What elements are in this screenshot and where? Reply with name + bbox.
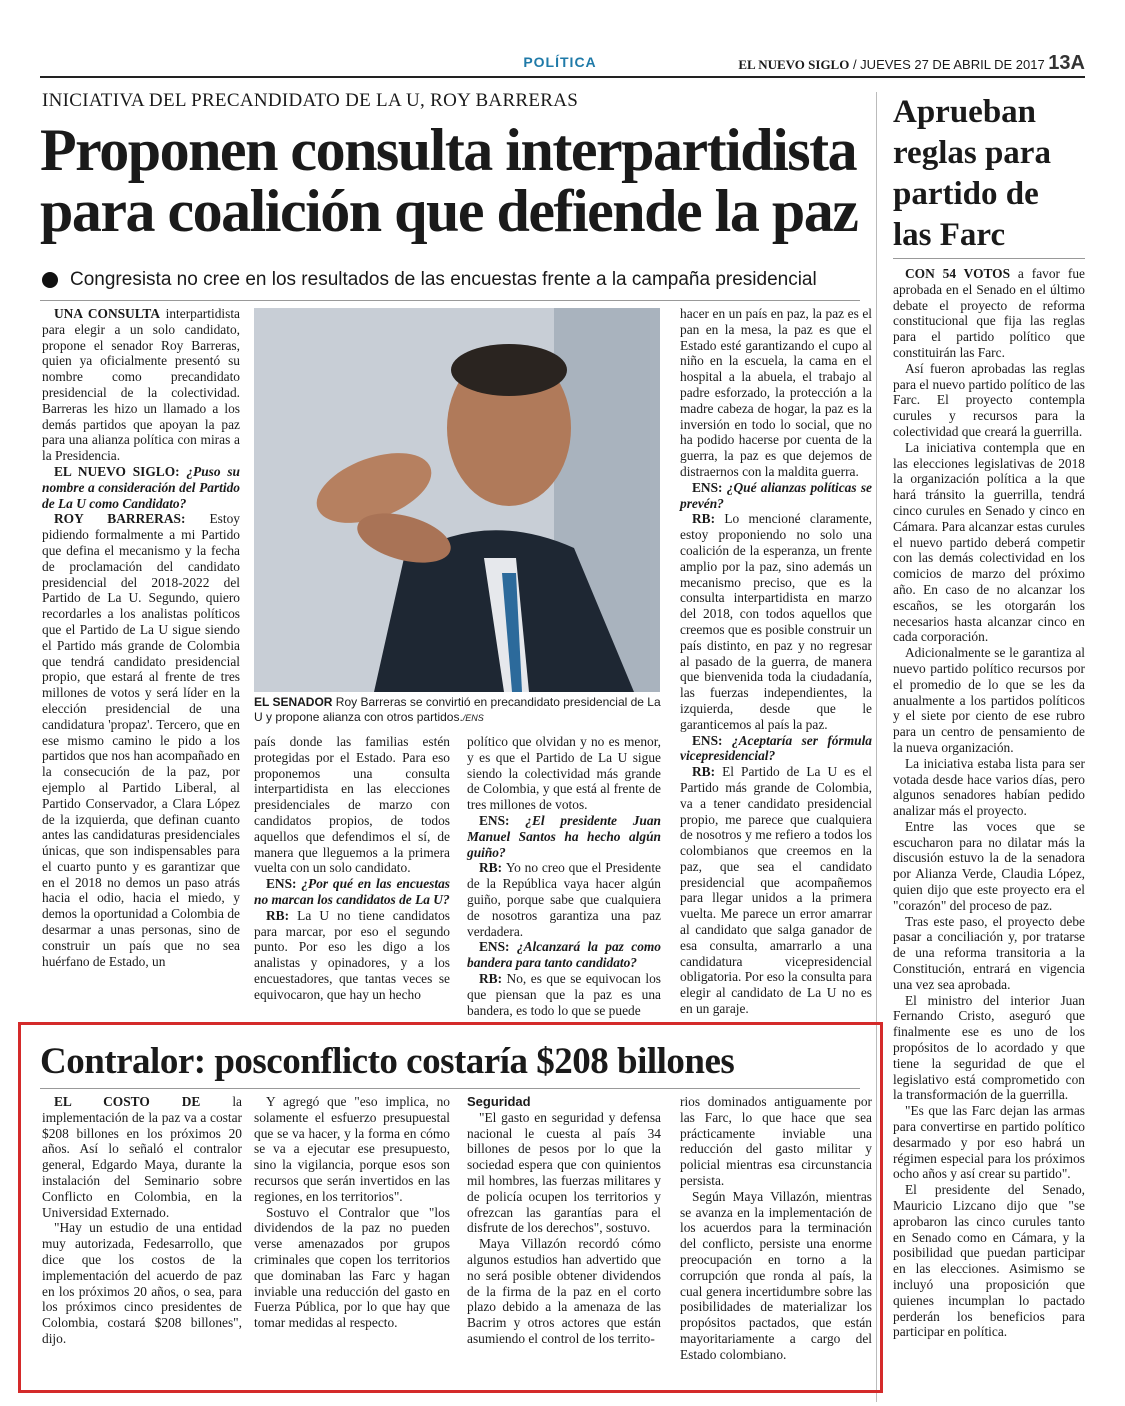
paragraph: "El gasto en seguridad y defensa nacional le cuesta al país 34 billones de pesos por lo que la sociedad espera que con quinientos mil hombres, las fuerzas militares y de policía ocupen los territorios y ofrezcan las garantías para el disfrute de los derechos", sostuvo. bbox=[467, 1109, 661, 1236]
paragraph: la implementación de la paz va a costar $208 billones en los próximos 20 años. Así lo señaló el contralor general, Edgardo Maya, durante la instalación del Seminario sobre Conflicto en Colombia, en la Universidad Externado. bbox=[42, 1094, 242, 1220]
question: ¿Por qué en las encuestas no marcan los candidatos de La U? bbox=[254, 876, 451, 907]
paragraph: a favor fue aprobada en el Senado en el último debate el proyecto de reforma constitucional que fija las reglas para el partido político que constituirán las Farc. bbox=[893, 266, 1085, 360]
answer: Estoy pidiendo formalmente a mi Partido que defina el mecanismo y la fecha de proclamación del candidato presidencial del 2018-2022 del Partido de La U. Segundo, quiero recordarles a los analistas políticos que el Partido de La U sigue siendo el Partido más grande de Colombia que tendrá candidato presidencial propio, que estará al frente de tres millones de votos y será líder en la elección presidencial de una candidatura 'propaz'. Tercero, que en ese mismo camino le pido a los partidos que nos han acompañado en la consecución de la paz, por ejemplo al Partido Liberal, al Partido Conservador, a Clara López de la izquierda, que definan cuanto antes las candidaturas presidenciales únicas, que son indispensables para el cuarto punto y es garantizar que en el 2018 no demos un paso atrás hacia el odio, hacia el miedo, y demos la oportunidad a Colombia de desarmar a unas personas, sino de construir un país que no sea huérfano de Estado, un bbox=[42, 511, 240, 969]
box-headline: Contralor: posconflicto costaría $208 billones bbox=[40, 1041, 735, 1082]
interviewer-label: ENS: bbox=[479, 939, 517, 955]
paragraph: El ministro del interior Juan Fernando Cristo, aseguró que finalmente ese es uno de los propósitos de lo acordado y que tiene la seguridad de que el legislativo está comprometido con la transformación de la guerrilla. bbox=[893, 992, 1085, 1103]
answer-label: RB: bbox=[479, 970, 507, 986]
question: ¿Qué alianzas políticas se prevén? bbox=[680, 479, 872, 511]
paragraph: Según Maya Villazón, mientras se avanza en la implementación de los acuerdos para la terminación del conflicto, persiste una enorme preocupación en torno a la corrupción que ronda al país, la cual genera incertidumbre sobre las posibilidades de materializar los propósitos pactados, que están mayoritariamente a cargo del Estado colombiano. bbox=[680, 1188, 872, 1362]
photo-caption bbox=[254, 695, 664, 726]
answer: La U no tiene candidatos para marcar, por eso el segundo punto. Por eso les digo a los analistas y opinadores, y a los encuestadores, que tantas veces se equivocaron, que hay un hecho bbox=[254, 907, 450, 1002]
page-number: 13A bbox=[1048, 52, 1085, 74]
sidebar-rule bbox=[893, 258, 1085, 259]
paragraph: "Es que las Farc dejan las armas para convertirse en partido político desarmado y por eso habrá un régimen especial para los próximos ocho años y así crear su partido". bbox=[893, 1103, 1085, 1182]
header-rule bbox=[40, 76, 1085, 78]
paragraph: país donde las familias estén protegidas por el Estado. Para eso proponemos una consulta interpartidista en las elecciones presidenciales de marzo con candidatos propios, de todos aquellos que defendimos el sí, de manera que lleguemos a la primera vuelta con un solo candidato. bbox=[254, 734, 450, 876]
paragraph: rios dominados antiguamente por las Farc, lo que hace que sea prácticamente inviable una reducción del gasto militar y policial mientras esa circunstancia persista. bbox=[680, 1094, 872, 1188]
lead-in: EL COSTO DE bbox=[54, 1094, 201, 1109]
caption-text: Roy Barreras se convirtió en precandidato presidencial de La U y propone alianza con otros partidos. bbox=[254, 695, 661, 724]
paragraph: "Hay un estudio de una entidad muy autorizada, Fedesarrollo, que dice que los costos de la implementación del acuerdo de paz en los próximos 20 años, o sea, para los próximos cinco presidentes de Colombia, costará $208 billones", dijo. bbox=[42, 1220, 242, 1346]
question: ¿Puso su nombre a consideración del Partido de La U como Candidato? bbox=[42, 463, 240, 511]
subheadline: Congresista no cree en los resultados de las encuestas frente a la campaña presidencial bbox=[70, 269, 817, 290]
article-column-2 bbox=[254, 734, 450, 1003]
box-rule bbox=[40, 1088, 860, 1089]
paragraph: Sostuvo el Contralor que "los dividendos de la paz no pueden verse amenazados por grupos criminales que copen los territorios que dominaban las Farc y hagan inviable una reducción del gasto en Fuerza Pública, por lo que hay que tomar medidas al respecto. bbox=[254, 1204, 450, 1331]
caption-lead: EL SENADOR bbox=[254, 695, 333, 709]
bullet-icon bbox=[42, 272, 58, 288]
paragraph: Tras este paso, el proyecto debe pasar a conciliación y, por tratarse de una reforma transitoria a la Constitución, entrará en vigencia una vez sea aprobada. bbox=[893, 913, 1085, 992]
photo-credit: /ENS bbox=[462, 713, 484, 723]
lead-in: CON 54 VOTOS bbox=[905, 266, 1011, 281]
publication-name: EL NUEVO SIGLO bbox=[738, 57, 850, 72]
article-column-3 bbox=[467, 734, 661, 1018]
senator-photo bbox=[254, 308, 660, 692]
paragraph: interpartidista para elegir a un solo candidato, propone el senador Roy Barreras, quien ya oficialmente presentó su nombre como precandidato presidencial de la colectividad. Barreras les hizo un llamado a los demás partidos que apoyan la paz para una alianza política con miras a la Presidencia. bbox=[42, 306, 240, 464]
answer: Yo no creo que el Presidente de la República vaya hacer algún guiño, porque sabe que cualquiera de nosotros garantiza una paz verdadera. bbox=[467, 860, 661, 939]
box-column-3 bbox=[467, 1094, 661, 1347]
dateline: / JUEVES 27 DE ABRIL DE 2017 bbox=[849, 57, 1049, 72]
box-column-2 bbox=[254, 1094, 450, 1331]
subhead-rule bbox=[40, 300, 860, 301]
main-headline bbox=[40, 117, 880, 244]
sidebar-headline: Aprueban reglas para partido de las Farc bbox=[893, 94, 1051, 253]
question: ¿El presidente Juan Manuel Santos ha hecho algún guiño? bbox=[467, 812, 662, 860]
masthead bbox=[738, 52, 1085, 75]
section-label: POLÍTICA bbox=[523, 54, 597, 70]
paragraph: Maya Villazón recordó cómo algunos estudios han advertido que no será posible obtener dividendos de la firma de la paz en el corto plazo debido a la amenaza de las Bacrim y otros actores que están asumiendo el control de los territo- bbox=[467, 1236, 661, 1346]
answer: No, es que se equivocan los que piensan que la paz es una bandera, es todo lo que se puede bbox=[467, 970, 661, 1018]
answer-label: RB: bbox=[692, 511, 725, 527]
sidebar-article bbox=[893, 266, 1085, 1340]
lead-in: UNA CONSULTA bbox=[54, 306, 161, 321]
interviewer-label: ENS: bbox=[266, 876, 302, 892]
paragraph: Así fueron aprobadas las reglas para el nuevo partido político de las Farc. El proyecto contempla curules y recursos para la colectividad que creará la guerrilla. bbox=[893, 360, 1085, 439]
box-column-4 bbox=[680, 1094, 872, 1363]
paragraph: Adicionalmente se le garantiza al nuevo partido político recursos por el promedio de lo que se les da anualmente a los partidos políticos y el siete por ciento de ese rubro para un centro de pensamiento de la nueva organización. bbox=[893, 645, 1085, 755]
question: ¿Alcanzará la paz como bandera para tanto candidato? bbox=[467, 939, 662, 971]
interviewer-label: ENS: bbox=[479, 812, 526, 828]
question: ¿Aceptaría ser fórmula vicepresidencial? bbox=[680, 732, 872, 764]
interviewer-label: ENS: bbox=[692, 479, 727, 495]
paragraph: La iniciativa contempla que en las elecciones legislativas de 2018 la organización política a la que hará tránsito la guerrilla, tendrá cinco curules en Senado y cinco en Cámara. Para alcanzar estas curules el nuevo partido deberá competir con las demás colectividad en los comicios de marzo del próximo año. En caso de no alcanzar los escaños, se les otorgarán los necesarios hasta alcanzar cinco en cada corporación. bbox=[893, 439, 1085, 645]
answer-label: RB: bbox=[692, 764, 723, 780]
paragraph: La iniciativa estaba lista para ser votada desde hace varios días, pero algunos senadores habían pedido analizar más el proyecto. bbox=[893, 755, 1085, 819]
interviewer-label: ENS: bbox=[692, 732, 732, 748]
headline-line-2: para coalición que defiende la paz bbox=[40, 178, 858, 244]
paragraph: político que olvidan y no es menor, y es que el Partido de La U sigue siendo la colectividad más grande de Colombia, y que está al frente de tres millones de votos. bbox=[467, 734, 661, 813]
article-column-1 bbox=[42, 306, 240, 969]
paragraph: Y agregó que "eso implica, no solamente el esfuerzo presupuestal que se va hacer, y la forma en cómo se va a ejecutar ese presupuesto, sino la vigilancia, porque esos son recursos que serán invertidos en las regiones, en los territorios". bbox=[254, 1094, 450, 1204]
paragraph: hacer en un país en paz, la paz es el pan en la mesa, la paz es que el Estado esté garantizando el cupo al niño en la escuela, la cama en el hospital a la abuela, el trabajo al padre esforzado, la protección a la madre cabeza de hogar, la paz es la inversión en todo lo social, que no ha podido hacerse por cuenta de la guerra, la paz es que dejemos de distraernos con la maldita guerra. bbox=[680, 306, 872, 479]
paragraph: Entre las voces que se escucharon para no dilatar más la discusión estuvo la de la senadora por Alianza Verde, Claudia López, quien dijo que este proyecto era el "corazón" del proceso de paz. bbox=[893, 818, 1085, 913]
kicker: INICIATIVA DEL PRECANDIDATO DE LA U, ROY BARRERAS bbox=[42, 90, 579, 111]
section-subhead: Seguridad bbox=[467, 1094, 531, 1109]
answer-label: ROY BARRERAS: bbox=[54, 511, 210, 527]
interviewer-label: EL NUEVO SIGLO: bbox=[54, 463, 187, 479]
answer-label: RB: bbox=[479, 860, 506, 876]
portrait-image bbox=[254, 308, 660, 692]
answer: El Partido de La U es el Partido más grande de Colombia, va a tener candidato presidencial propio, me parece que cualquiera de nosotros y me refiero a todos los colombianos que creemos en la paz, que sea el candidato presidencial que acompañemos para llegar unidos a la primera vuelta. Me parece un error amarrar al candidato que salga ganador de esa consulta, amarrarlo a una candidatura vicepresidencial obligatoria. Por eso la consulta para elegir al candidato de La U no es en un garaje. bbox=[680, 764, 872, 1017]
answer-label: RB: bbox=[266, 907, 298, 923]
box-column-1 bbox=[42, 1094, 242, 1347]
paragraph: El presidente del Senado, Mauricio Lizcano dijo que "se aprobaron las cinco curules tanto en Senado como en Cámara, y la posibilidad que puedan participar en las elecciones. Asimismo se incluyó una proposición que quienes incumplan lo pactado perderán los beneficios para participar en política. bbox=[893, 1182, 1085, 1340]
article-column-4 bbox=[680, 306, 872, 1017]
headline-line-1: Proponen consulta interpartidista bbox=[40, 117, 857, 183]
answer: Lo mencioné claramente, estoy proponiendo no solo una coalición de la esperanza, un frente amplio por la paz, sino además un mecanismo preciso, que es la consulta interpartidista en marzo del 2018, con todos aquellos que creemos que es posible construir un país distinto, en paz y no regresar al pasado de la guerra, de manera que bienvenida toda la ciudadanía, las fuerzas independientes, la izquierda, desde que le garanticemos al país la paz. bbox=[680, 511, 872, 732]
